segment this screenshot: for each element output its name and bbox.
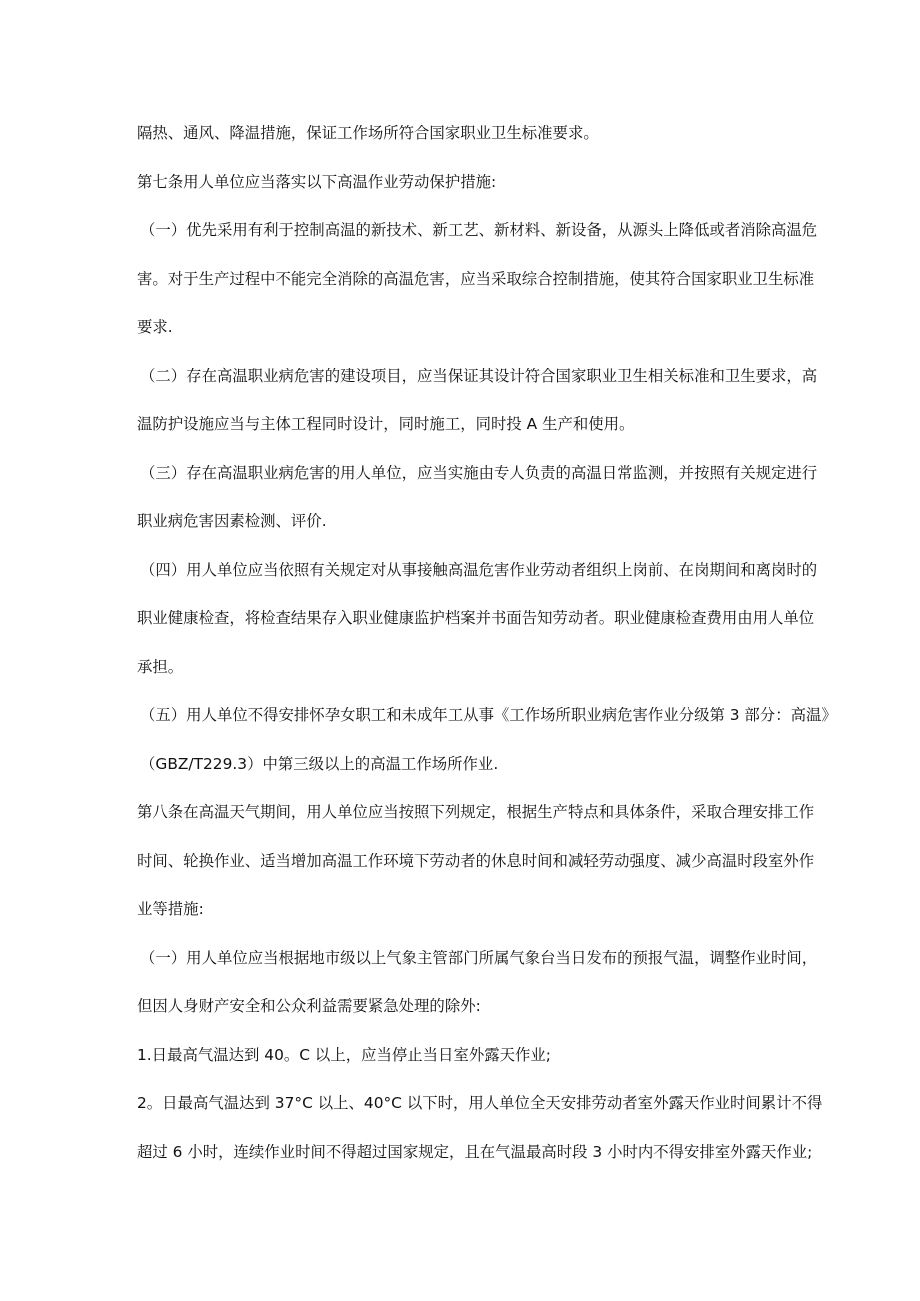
text-line: （一）用人单位应当根据地市级以上气象主管部门所属气象台当日发布的预报气温，调整作业时间， <box>140 949 818 967</box>
text-line: 职业健康检查，将检查结果存入职业健康监护档案并书面告知劳动者。职业健康检查费用由用人单位 <box>137 609 815 627</box>
text-line: 害。对于生产过程中不能完全消除的高温危害，应当采取综合控制措施，使其符合国家职业卫生标准 <box>137 270 815 288</box>
text-line: 要求. <box>137 318 173 336</box>
text-line: （二）存在高温职业病危害的建设项目，应当保证其设计符合国家职业卫生相关标准和卫生要求，高 <box>140 367 818 385</box>
text-line: 第七条用人单位应当落实以下高温作业劳动保护措施: <box>137 173 497 191</box>
text-line: （三）存在高温职业病危害的用人单位，应当实施由专人负责的高温日常监测，并按照有关规定进行 <box>140 464 818 482</box>
text-line: 温防护设施应当与主体工程同时设计，同时施工，同时投 A 生产和使用。 <box>137 415 635 433</box>
text-line: 超过 6 小时，连续作业时间不得超过国家规定，且在气温最高时段 3 小时内不得安排室外露天作业; <box>137 1143 813 1161</box>
text-line: 但因人身财产安全和公众利益需要紧急处理的除外: <box>137 997 481 1015</box>
text-line: 隔热、通风、降温措施，保证工作场所符合国家职业卫生标准要求。 <box>137 124 599 142</box>
text-line: 职业病危害因素检测、评价. <box>137 512 327 530</box>
text-line: （四）用人单位应当依照有关规定对从事接触高温危害作业劳动者组织上岗前、在岗期间和离岗时的 <box>140 561 818 579</box>
text-line: （GBZ/T229.3）中第三级以上的高温工作场所作业. <box>140 755 499 773</box>
text-line: 1.日最高气温达到 40。C 以上，应当停止当日室外露天作业; <box>137 1046 551 1064</box>
text-line: 2。日最高气温达到 37°C 以上、40°C 以下时，用人单位全天安排劳动者室外露天作业时间累计不得 <box>137 1094 823 1112</box>
text-line: （一）优先采用有利于控制高温的新技术、新工艺、新材料、新设备，从源头上降低或者消除高温危 <box>140 221 818 239</box>
text-line: 时间、轮换作业、适当增加高温工作环境下劳动者的休息时间和减轻劳动强度、减少高温时段室外作 <box>137 852 815 870</box>
text-line: 第八条在高温天气期间，用人单位应当按照下列规定，根据生产特点和具体条件，采取合理安排工作 <box>137 803 815 821</box>
text-line: 承担。 <box>137 658 184 676</box>
text-line: 业等措施: <box>137 900 204 918</box>
text-line: （五）用人单位不得安排怀孕女职工和未成年工从事《工作场所职业病危害作业分级第 3 部分：高温》 <box>140 706 837 724</box>
